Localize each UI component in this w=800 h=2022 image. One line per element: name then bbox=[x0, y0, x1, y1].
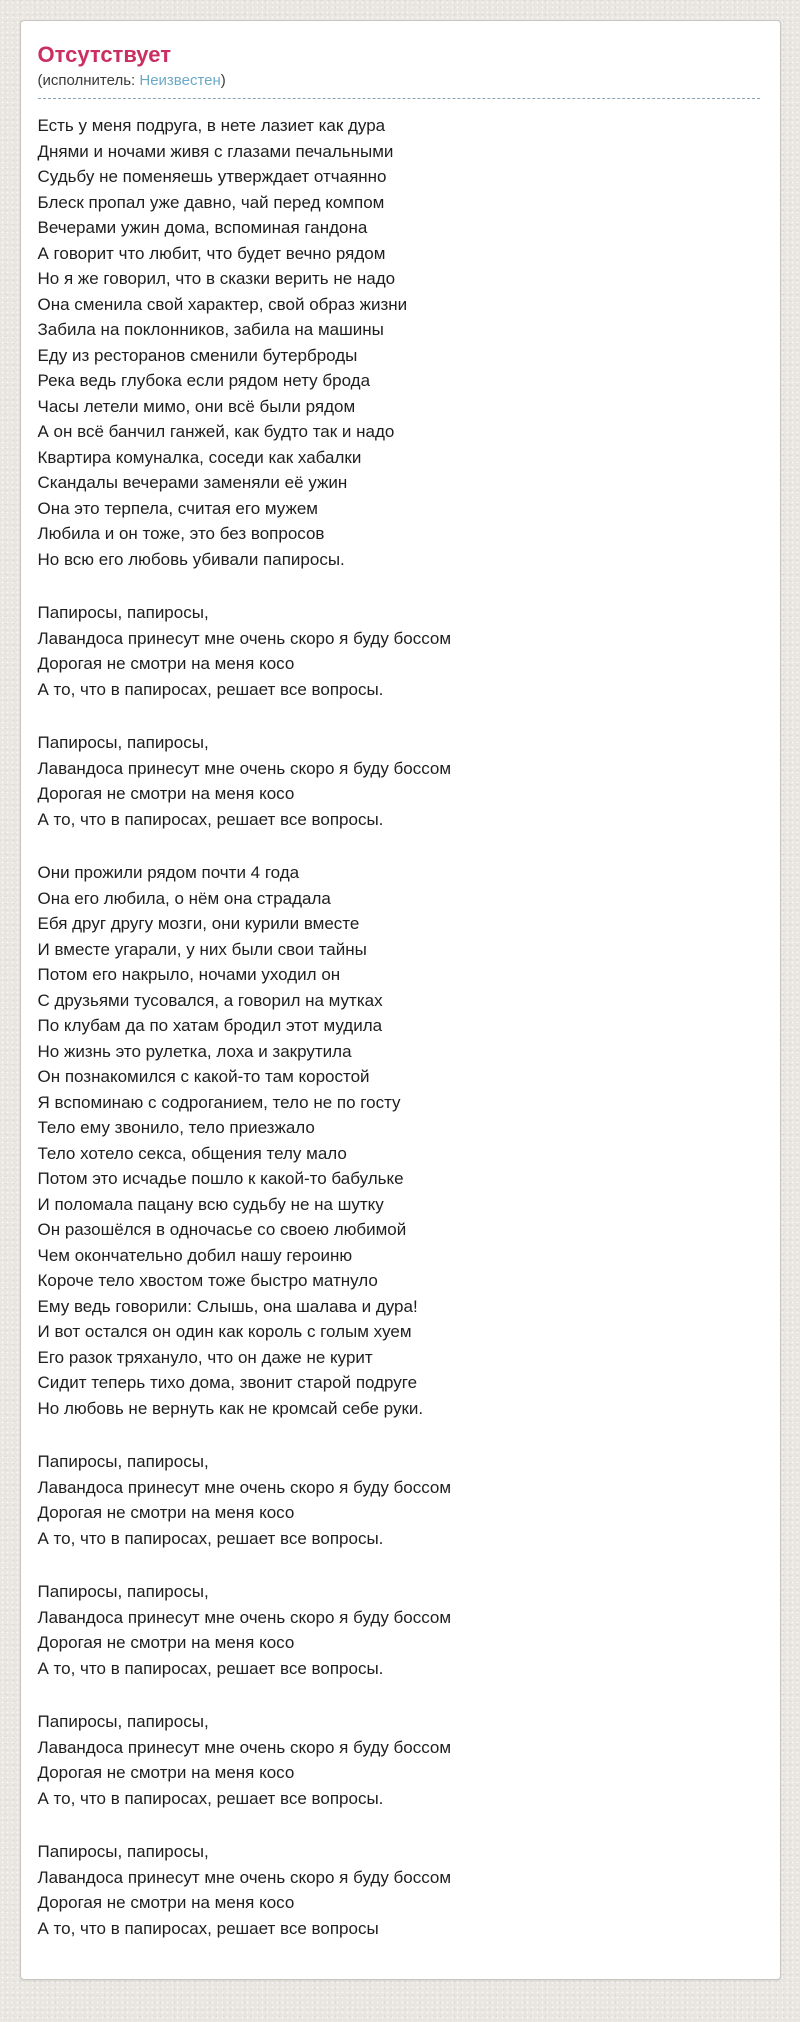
lyrics-stanza: Они прожили рядом почти 4 года Она его любила, о нём она страдала Ебя друг другу мозги, они курили вместе И вместе угарали, у них были свои тайны Потом его накрыло, ночами уходил он С друзьями тусовался, а говорил на мутках По клубам да по хатам бродил этот мудила Но жизнь это рулетка, лоха и закрутила Он познакомился с какой-то там коростой Я вспоминаю с содроганием, тело не по госту Тело ему звонило, тело приезжало Тело хотело секса, общения телу мало Потом это исчадье пошло к какой-то бабульке И поломала пацану всю судьбу не на шутку Он разошёлся в одночасье со своею любимой Чем окончательно добил нашу героиню Короче тело хвостом тоже быстро матнуло Ему ведь говорили: Слышь, она шалава и дура! И вот остался он один как король с голым хуем Его разок тряхануло, что он даже не курит Сидит теперь тихо дома, звонит старой подруге Но любовь не вернуть как не кромсай себе руки. bbox=[37, 863, 424, 1418]
lyrics-stanza: Папиросы, папиросы, Лавандоса принесут мне очень скоро я буду боссом Дорогая не смотри на меня косо А то, что в папиросах, решает все вопросы bbox=[37, 1842, 452, 1938]
song-header bbox=[38, 42, 760, 99]
artist-link[interactable]: Неизвестен bbox=[139, 72, 221, 89]
artist-line bbox=[38, 71, 760, 90]
artist-label: (исполнитель: bbox=[37, 72, 140, 89]
song-title: Отсутствует bbox=[37, 42, 171, 67]
lyrics-card bbox=[20, 20, 781, 1980]
lyrics-text bbox=[38, 113, 760, 1941]
lyrics-stanza: Есть у меня подруга, в нете лазиет как дура Днями и ночами живя с глазами печальными Судьбу не поменяешь утверждает отчаянно Блеск пропал уже давно, чай перед компом Вечерами ужин дома, вспоминая гандона А говорит что любит, что будет вечно рядом Но я же говорил, что в сказки верить не надо Она сменила свой характер, свой образ жизни Забила на поклонников, забила на машины Еду из ресторанов сменили бутерброды Река ведь глубока если рядом нету брода Часы летели мимо, они всё были рядом А он всё банчил ганжей, как будто так и надо Квартира комуналка, соседи как хабалки Скандалы вечерами заменяли её ужин Она это терпела, считая его мужем Любила и он тоже, это без вопросов Но всю его любовь убивали папиросы. bbox=[37, 116, 408, 569]
lyrics-stanza: Папиросы, папиросы, Лавандоса принесут мне очень скоро я буду боссом Дорогая не смотри на меня косо А то, что в папиросах, решает все вопросы. bbox=[37, 603, 452, 699]
lyrics-stanza: Папиросы, папиросы, Лавандоса принесут мне очень скоро я буду боссом Дорогая не смотри на меня косо А то, что в папиросах, решает все вопросы. bbox=[37, 733, 452, 829]
artist-close-paren: ) bbox=[220, 72, 226, 89]
lyrics-stanza: Папиросы, папиросы, Лавандоса принесут мне очень скоро я буду боссом Дорогая не смотри на меня косо А то, что в папиросах, решает все вопросы. bbox=[37, 1582, 452, 1678]
lyrics-stanza: Папиросы, папиросы, Лавандоса принесут мне очень скоро я буду боссом Дорогая не смотри на меня косо А то, что в папиросах, решает все вопросы. bbox=[37, 1712, 452, 1808]
lyrics-stanza: Папиросы, папиросы, Лавандоса принесут мне очень скоро я буду боссом Дорогая не смотри на меня косо А то, что в папиросах, решает все вопросы. bbox=[37, 1452, 452, 1548]
